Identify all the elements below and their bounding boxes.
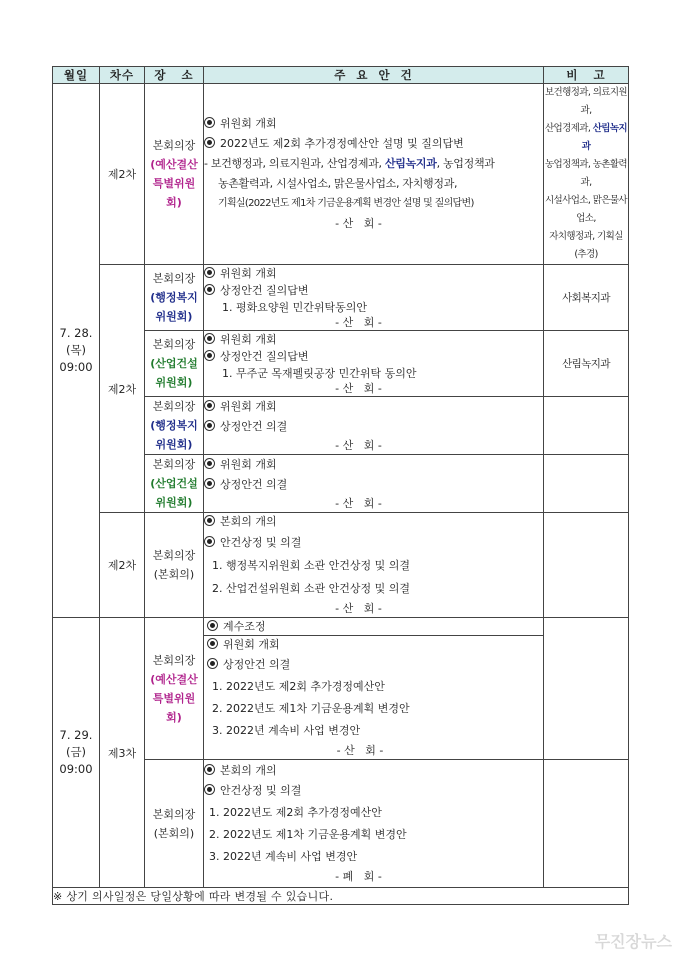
committee-name: (산업건설 [150,477,198,490]
agenda-cell [204,618,544,760]
header-row [53,67,629,84]
place-cell [145,331,204,397]
place-cell [145,84,204,265]
bullet-icon [204,420,215,431]
agenda-item: 본회의 개의 [204,513,543,531]
agenda-subitem: 3. 2022년 계속비 사업 변경안 [209,849,358,863]
agenda-subitem: 3. 2022년 계속비 사업 변경안 [212,724,361,737]
time-text: 09:00 [59,360,93,374]
agenda-group [204,636,543,759]
session-schedule-table [52,66,629,905]
seq-cell: 제2차 [100,265,145,513]
agenda-subitem: - 보건행정과, 의료지원과, 산업경제과, 산림녹지과, 농업정책과 [204,157,495,170]
header-place: 장 소 [145,67,204,84]
agenda-cell [204,513,544,618]
agenda-item: 본회의 개의 [204,762,543,780]
agenda-cell [204,760,544,888]
adjourn-text: - 산 회 - [335,217,382,230]
bullet-icon [204,478,215,489]
place-name: 본회의장 [152,400,196,413]
agenda-subitem: 1. 행정복지위원회 소관 안건상정 및 의결 [212,559,410,572]
note-cell: 산림녹지과 [544,331,629,397]
agenda-item: 상정안건 의결 [204,474,543,496]
agenda-item: 계수조정 [204,618,543,636]
committee-name-2: 위원회) [155,376,193,389]
place-cell [145,265,204,331]
place-name: 본회의장 [152,139,196,152]
agenda-subitem: 1. 무주군 목재펠릿공장 민간위탁 동의안 [222,367,417,380]
note-line: 농업정책과, 농촌활력과, [544,159,628,188]
place-name: 본회의장 [152,807,196,821]
agenda-item: 상정안건 의결 [204,416,543,438]
place-cell [145,513,204,618]
note-line: 산업경제과, 산림녹지과 [544,123,628,152]
bullet-icon [204,117,215,128]
committee-name: (본회의) [153,568,195,581]
date-cell-day2 [53,618,100,888]
agenda-subitem: 1. 평화요양원 민간위탁동의안 [222,301,367,314]
committee-name-2: 위원회) [155,496,193,509]
agenda-subitem: 2. 산업건설위원회 소관 안건상정 및 의결 [212,582,410,595]
adjourn-text: - 산 회 - [335,438,382,452]
agenda-subitem: 농촌활력과, 시설사업소, 맑은물사업소, 자치행정과, [218,177,458,190]
highlight-dept: 산림녹지과 [384,157,437,170]
bullet-icon [204,284,215,295]
bullet-icon [204,350,215,361]
footnote-row [53,888,629,905]
bullet-icon [207,658,218,669]
adjourn-text: - 산 회 - [335,496,382,510]
note-cell [544,455,629,513]
agenda-cell [204,397,544,455]
place-cell [145,760,204,888]
note-line: 보건행정과, 의료지원과, [544,87,628,116]
committee-name: (행정복지 [150,419,198,432]
agenda-subitem: 1. 2022년도 제2회 추가경정예산안 [209,805,382,819]
bullet-icon [204,333,215,344]
agenda-item: 위원회 개회 [204,398,543,416]
agenda-subitem: 1. 2022년도 제2회 추가경정예산안 [212,680,385,693]
place-name: 본회의장 [152,653,196,667]
note-cell [544,84,629,265]
adjourn-text: - 산 회 - [335,602,382,615]
date-cell-day1 [53,84,100,618]
place-name: 본회의장 [152,458,196,471]
committee-name: (예산결산 [150,158,198,171]
committee-name: (산업건설 [150,357,198,370]
bullet-icon [204,536,215,547]
agenda-item: 상정안건 의결 [207,654,543,676]
agenda-item: 위원회 개회 [207,636,543,654]
committee-name: (행정복지 [150,291,198,304]
agenda-item: 위원회 개회 [204,114,543,134]
note-cell [544,618,629,760]
agenda-cell [204,331,544,397]
date-text: 7. 29. [59,728,93,742]
place-name: 본회의장 [152,549,196,562]
agenda-subitem: 2. 2022년도 제1차 기금운용계획 변경안 [209,827,407,841]
agenda-item: 안건상정 및 의결 [204,531,543,554]
agenda-subitem: 2. 2022년도 제1차 기금운용계획 변경안 [212,702,410,715]
agenda-item: 안건상정 및 의결 [204,780,543,802]
committee-name: (예산결산 [150,672,198,686]
bullet-icon [204,764,215,775]
bullet-icon [204,784,215,795]
agenda-subitem: 기획실(2022년도 제1차 기금운용계획 변경안 설명 및 질의답변) [218,198,474,209]
seq-cell: 제3차 [100,618,145,888]
place-name: 본회의장 [152,338,196,351]
place-cell [145,397,204,455]
adjourn-text: - 산 회 - [336,744,384,757]
bullet-icon [207,620,218,631]
place-cell [145,618,204,760]
committee-name-2: 특별위원회) [152,691,196,724]
agenda-cell [204,265,544,331]
bullet-icon [204,458,215,469]
agenda-cell [204,455,544,513]
note-line: 시설사업소, 맑은물사업소, [544,195,628,224]
table-row [53,84,629,265]
note-cell [544,760,629,888]
agenda-item: 위원회 개회 [204,456,543,474]
bullet-icon [204,267,215,278]
adjourn-text: - 산 회 - [335,316,382,329]
weekday-text: (금) [65,745,87,759]
committee-name-2: 특별위원회) [152,177,196,209]
weekday-text: (목) [65,343,87,357]
committee-name-2: 위원회) [155,310,193,323]
agenda-item: 위원회 개회 [204,265,543,282]
watermark-logo: 무진장뉴스 [594,932,672,951]
table-row [53,265,629,331]
agenda-item: 2022년도 제2회 추가경정예산안 설명 및 질의답변 [204,134,543,154]
date-text: 7. 28. [59,326,93,340]
bullet-icon [207,638,218,649]
close-text: - 폐 회 - [335,869,382,883]
note-cell: 사회복지과 [544,265,629,331]
agenda-item: 상정안건 질의답변 [204,282,543,299]
header-agenda: 주 요 안 건 [204,67,544,84]
committee-name: (본회의) [153,826,195,840]
place-cell [145,455,204,513]
seq-cell: 제2차 [100,84,145,265]
agenda-item: 위원회 개회 [204,331,543,348]
bullet-icon [204,137,215,148]
seq-cell: 제2차 [100,513,145,618]
header-seq: 차수 [100,67,145,84]
adjourn-text: - 산 회 - [335,382,382,395]
bullet-icon [204,400,215,411]
note-cell [544,513,629,618]
header-date: 월일 [53,67,100,84]
committee-name-2: 위원회) [155,438,193,451]
agenda-item: 상정안건 질의답변 [204,348,543,365]
time-text: 09:00 [59,762,93,776]
header-note: 비 고 [544,67,629,84]
table-row [53,513,629,618]
bullet-icon [204,515,215,526]
note-line: 자치행정과, 기획실(추경) [549,231,623,260]
place-name: 본회의장 [152,272,196,285]
footnote: ※ 상기 의사일정은 당일상황에 따라 변경될 수 있습니다. [53,888,629,905]
agenda-cell [204,84,544,265]
table-row [53,618,629,760]
note-cell [544,397,629,455]
